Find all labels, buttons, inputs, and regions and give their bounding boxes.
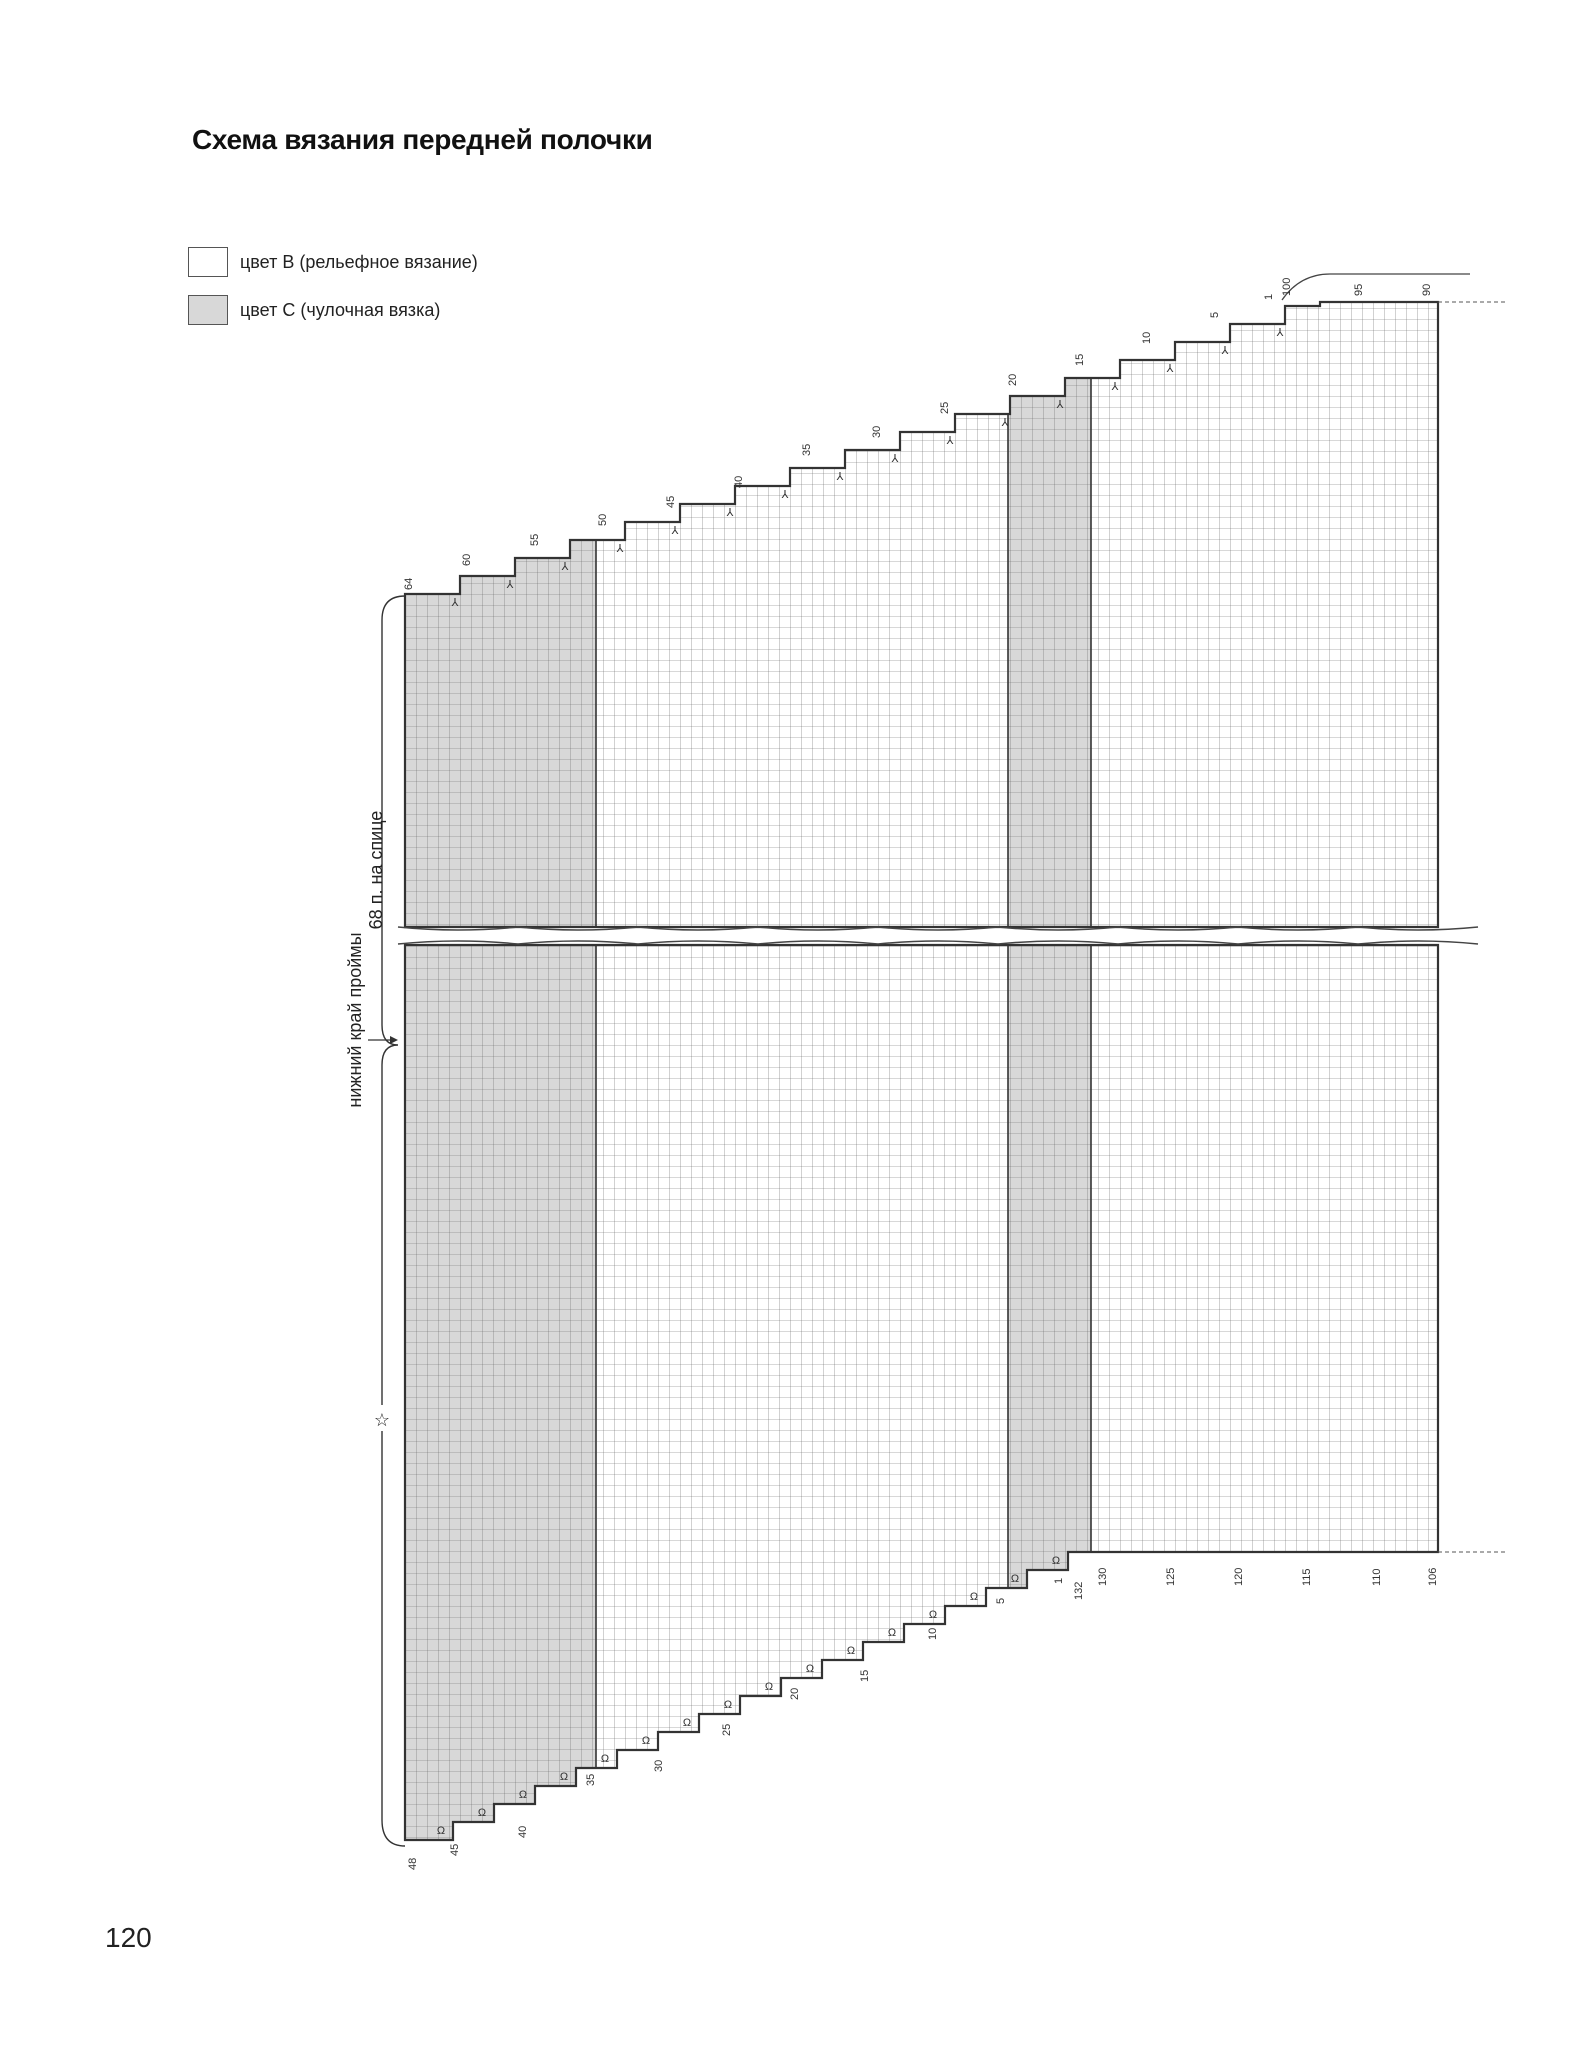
stitch-label-bottom-right-1: 130 xyxy=(1097,1567,1109,1586)
decrease-symbol-2: ⅄ xyxy=(561,561,569,573)
stitch-label-top-right-5: 95 xyxy=(1353,283,1365,296)
decrease-symbol-11: ⅄ xyxy=(1056,399,1064,411)
stitch-label-bottom-right-2: 125 xyxy=(1165,1567,1177,1586)
stitch-label-top-left-5: 40 xyxy=(733,475,745,488)
stitch-label-top-left-7: 30 xyxy=(871,425,883,438)
increase-symbol-2: Ω xyxy=(518,1789,528,1801)
increase-symbol-8: Ω xyxy=(764,1681,774,1693)
decrease-symbol-7: ⅄ xyxy=(836,471,844,483)
armhole-bottom-label: нижний край проймы xyxy=(345,932,365,1108)
stitch-label-bottom-right-4: 115 xyxy=(1301,1568,1313,1586)
increase-symbol-6: Ω xyxy=(682,1717,692,1729)
decrease-symbol-14: ⅄ xyxy=(1221,345,1229,357)
decrease-symbol-3: ⅄ xyxy=(616,543,624,555)
decrease-symbol-9: ⅄ xyxy=(946,435,954,447)
stitch-label-bottom-left-0: 48 xyxy=(407,1857,419,1870)
star-marker: ☆ xyxy=(373,1410,391,1430)
side-brace xyxy=(382,596,405,1846)
stitch-label-top-right-6: 90 xyxy=(1421,283,1433,296)
stitch-label-top-right-0: 15 xyxy=(1074,353,1086,366)
stitch-label-top-left-3: 50 xyxy=(597,513,609,526)
page-title: Схема вязания передней полочки xyxy=(192,124,653,155)
decrease-symbol-12: ⅄ xyxy=(1111,381,1119,393)
stitch-label-top-left-1: 60 xyxy=(461,553,473,566)
stitch-label-bottom-right-6: 106 xyxy=(1427,1567,1439,1586)
increase-symbol-5: Ω xyxy=(641,1735,651,1747)
stitches-on-needle-label: 68 п. на спице xyxy=(366,810,386,930)
legend-label-color-c: цвет C (чулочная вязка) xyxy=(240,299,441,320)
stitch-label-bottom-left-4: 30 xyxy=(653,1759,665,1772)
decrease-symbol-10: ⅄ xyxy=(1001,417,1009,429)
stitch-label-top-right-3: 1 xyxy=(1263,293,1275,300)
increase-symbol-9: Ω xyxy=(805,1663,815,1675)
top-curve-connector xyxy=(1282,274,1470,300)
increase-symbol-11: Ω xyxy=(887,1627,897,1639)
decrease-symbol-1: ⅄ xyxy=(506,579,514,591)
stitch-label-bottom-left-6: 20 xyxy=(789,1687,801,1700)
increase-symbol-7: Ω xyxy=(723,1699,733,1711)
armhole-arrowhead xyxy=(390,1036,398,1044)
stitch-label-bottom-left-3: 35 xyxy=(585,1773,597,1786)
increase-symbol-4: Ω xyxy=(600,1753,610,1765)
stitch-label-bottom-right-0: 132 xyxy=(1073,1581,1085,1600)
stitch-label-bottom-left-1: 45 xyxy=(449,1843,461,1856)
stitch-label-bottom-left-10: 1 xyxy=(1053,1577,1065,1584)
increase-symbol-10: Ω xyxy=(846,1645,856,1657)
increase-symbol-13: Ω xyxy=(969,1591,979,1603)
increase-symbol-15: Ω xyxy=(1051,1555,1061,1567)
stitch-label-top-right-1: 10 xyxy=(1141,331,1153,344)
decrease-symbol-13: ⅄ xyxy=(1166,363,1174,375)
stitch-label-top-left-8: 25 xyxy=(939,401,951,414)
stitch-label-bottom-right-3: 120 xyxy=(1233,1567,1245,1586)
page-number: 120 xyxy=(105,1922,152,1953)
decrease-symbol-0: ⅄ xyxy=(451,597,459,609)
legend-label-color-b: цвет B (рельефное вязание) xyxy=(240,251,478,272)
break-line-bottom xyxy=(398,941,1478,944)
side-annotations xyxy=(345,596,405,1846)
increase-symbol-12: Ω xyxy=(928,1609,938,1621)
increase-symbol-0: Ω xyxy=(436,1825,446,1837)
decrease-symbol-6: ⅄ xyxy=(781,489,789,501)
stitch-label-top-right-4: 100 xyxy=(1281,277,1293,296)
stitch-label-bottom-right-5: 110 xyxy=(1371,1568,1383,1586)
stitch-label-top-left-2: 55 xyxy=(529,533,541,546)
stitch-label-top-right-2: 5 xyxy=(1209,311,1221,318)
increase-symbol-1: Ω xyxy=(477,1807,487,1819)
increase-symbol-3: Ω xyxy=(559,1771,569,1783)
increase-symbol-14: Ω xyxy=(1010,1573,1020,1585)
decrease-symbol-8: ⅄ xyxy=(891,453,899,465)
stitch-label-top-left-0: 64 xyxy=(403,577,415,590)
stitch-label-top-left-6: 35 xyxy=(801,443,813,456)
stitch-label-bottom-left-9: 5 xyxy=(995,1597,1007,1604)
stitch-label-bottom-left-8: 10 xyxy=(927,1627,939,1640)
decrease-symbol-15: ⅄ xyxy=(1276,327,1284,339)
stitch-label-top-left-4: 45 xyxy=(665,495,677,508)
stitch-label-top-left-9: 20 xyxy=(1007,373,1019,386)
stitch-label-bottom-left-5: 25 xyxy=(721,1723,733,1736)
decrease-symbol-5: ⅄ xyxy=(726,507,734,519)
stitch-label-bottom-left-2: 40 xyxy=(517,1825,529,1838)
stitch-label-bottom-left-7: 15 xyxy=(859,1669,871,1682)
decrease-symbol-4: ⅄ xyxy=(671,525,679,537)
